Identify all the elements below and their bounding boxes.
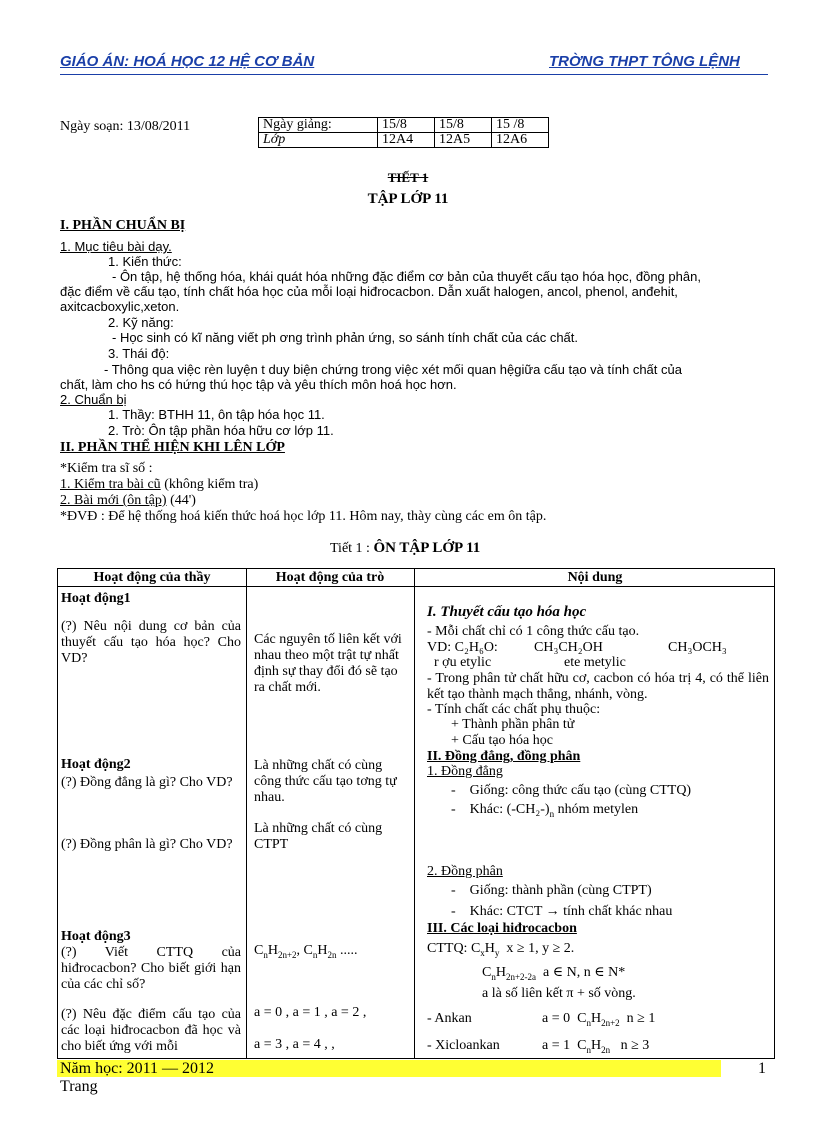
page-number: 1 [758, 1060, 766, 1077]
knowledge-label: 1. Kiến thức: [108, 254, 182, 269]
content-text: n ≥ 3 [620, 1038, 650, 1053]
content-bullet: - Giống: thành phần (cùng CTPT) [451, 883, 652, 898]
student-answer: a = 0 , a = 1 , a = 2 , [254, 1005, 367, 1020]
column-divider [414, 569, 415, 1058]
content-section-title: I. Thuyết cấu tạo hóa học [427, 604, 587, 620]
student-prep: 2. Trò: Ôn tập phần hóa hữu cơ lớp 11. [108, 423, 334, 438]
table-row [259, 133, 549, 148]
column-header: Hoạt động của trò [275, 570, 385, 585]
student-answer: Là những chất có cùng công thức cấu tạo tơng tự nhau. [254, 758, 397, 805]
table-row [259, 118, 549, 133]
lesson-table [57, 568, 775, 1059]
table-title-text: ÔN TẬP LỚP 11 [373, 540, 481, 556]
content-text: x ≥ 1, y ≥ 2. [506, 941, 575, 956]
header-rule [60, 74, 768, 75]
content-text: a là số liên kết [482, 986, 567, 1001]
lesson-number: TIẾT 1 [387, 170, 429, 185]
content-formula: CH₃CH₂OH [534, 640, 603, 655]
content-bullet: - Khác: CTCT → tính chất khác nhau [451, 904, 673, 919]
teacher-question: (?) Viết CTTQ của hiđrocacbon? Cho biết giới hạn của các chỉ số? [61, 945, 241, 992]
section-heading: II. PHẦN THỂ HIỆN KHI LÊN LỚP [60, 440, 285, 455]
student-answer: a = 3 , a = 4 , , [254, 1037, 335, 1052]
table-cell: 15 /8 [492, 118, 549, 133]
content-text: a ∈ N, n ∈ N* [543, 965, 626, 980]
activity-heading: Hoạt động3 [61, 929, 131, 944]
activity-heading: Hoạt động2 [61, 757, 131, 772]
column-divider [246, 569, 247, 1058]
content-subtitle: 2. Đồng phân [427, 864, 503, 879]
content-text: a = 1 [542, 1038, 571, 1053]
teaching-schedule-table [258, 117, 549, 148]
teacher-question: (?) Đồng đẳng là gì? Cho VD? [61, 775, 233, 790]
teacher-question: (?) Nêu đặc điểm cấu tạo của các loại hiđrocacbon đã học và cho biết ứng với mỗi [61, 1007, 241, 1054]
content-line: + Thành phần phân tử [451, 717, 575, 732]
column-header: Nội dung [567, 570, 623, 585]
header-left: GIÁO ÁN: HOÁ HỌC 12 HỆ CƠ BẢN [60, 53, 315, 70]
attitude-label: 3. Thái độ: [108, 346, 170, 361]
content-line: ete metylic [564, 655, 626, 670]
content-line: - Ankan [427, 1011, 472, 1026]
content-bullet-text: tính chất khác nhau [559, 904, 673, 919]
prep-label: 2. Chuẩn bị [60, 392, 127, 407]
content-subtitle: 1. Đồng đẳng [427, 764, 503, 779]
skill-label: 2. Kỹ năng: [108, 315, 174, 330]
content-bullet: - Giống: công thức cấu tạo (cùng CTTQ) [451, 783, 692, 798]
table-cell: Ngày giảng: [259, 118, 378, 133]
student-answer: Các nguyên tố liên kết với nhau theo một trật tự nhất định sự thay đổi đó sẽ tạo ra chất mới. [254, 632, 402, 695]
section-heading: I. PHẦN CHUẨN BỊ [60, 218, 186, 233]
content-line: r ợu etylic [434, 655, 492, 670]
student-answer-suffix: ..... [336, 943, 358, 958]
content-formula: CH₃OCH₃ [668, 640, 727, 655]
table-cell: Lớp [259, 133, 378, 148]
skill-text: - Học sinh có kĩ năng viết ph ơng trình phản ứng, so sánh tính chất của các chất. [112, 330, 579, 345]
lesson-title: TẬP LỚP 11 [367, 191, 449, 207]
student-answer: $C_nH_{2n+2}$, $C_nH_{2n}$ ..... [254, 943, 358, 960]
prep-date: Ngày soạn: 13/08/2011 [60, 119, 191, 134]
content-bullet-text: Giống: thành phần (cùng CTPT) [469, 883, 652, 898]
content-line: + Cấu tạo hóa học [451, 733, 553, 748]
old-lesson-note: (không kiểm tra) [160, 477, 259, 492]
content-text: n ≥ 1 [626, 1011, 656, 1026]
table-cell: 12A4 [378, 133, 435, 148]
content-line: - Xicloankan [427, 1038, 500, 1053]
knowledge-text: - Ôn tập, hệ thống hóa, khái quát hóa những đặc điểm cơ bản của thuyết cấu tạo hóa học, đồng phân, [112, 269, 701, 284]
content-line: a = 1 $C_nH_{2n}$ n ≥ 3 [542, 1038, 650, 1055]
table-cell: 15/8 [435, 118, 492, 133]
footer-year: Năm học: 2011 — 2012 [60, 1060, 215, 1077]
teacher-question: (?) Đồng phân là gì? Cho VD? [61, 837, 233, 852]
content-text: CTTQ: C [427, 941, 481, 956]
new-lesson-time: (44') [166, 493, 196, 508]
header-divider [58, 586, 774, 587]
attendance-check: *Kiểm tra sĩ số : [60, 461, 153, 476]
old-lesson-line [60, 477, 258, 493]
content-text: a = 0 [542, 1011, 571, 1026]
content-text: + số vòng. [573, 986, 636, 1001]
content-bullet-text: Khác: (-CH₂-) [469, 802, 550, 817]
content-bullet: - Khác: $(-CH_2-)_n$ nhóm metylen [451, 802, 639, 819]
new-lesson-line [60, 493, 196, 509]
content-line [482, 986, 636, 1002]
attitude-text: chất, làm cho hs có hứng thú học tập và yêu thích môn hoá học hơn. [60, 377, 457, 392]
content-bullet-text: Giống: công thức cấu tạo (cùng CTTQ) [469, 783, 692, 798]
knowledge-text: đặc điểm về cấu tạo, tính chất hóa học của mỗi loại hiđrocacbon. Dẫn xuất halogen, ancol, phenol, anđehit, [60, 284, 678, 299]
content-line: - Mỗi chất chỉ có 1 công thức cấu tạo. [427, 624, 640, 639]
content-subscript: n [549, 808, 555, 819]
content-line: VD: C₂H₆O: [427, 640, 498, 655]
teacher-question: (?) Nêu nội dung cơ bản của thuyết cấu tạo hóa học? Cho VD? [61, 619, 241, 666]
old-lesson-label: 1. Kiểm tra bài cũ [60, 477, 161, 492]
column-header: Hoạt động của thầy [93, 570, 211, 585]
footer-page-word: Trang [60, 1078, 98, 1095]
teacher-prep: 1. Thầy: BTHH 11, ôn tập hóa học 11. [108, 407, 325, 422]
header-right: TRỜNG THPT TÔNG LỆNH [549, 53, 740, 70]
goals-label: 1. Mục tiêu bài dạy. [60, 239, 172, 254]
table-cell: 12A5 [435, 133, 492, 148]
table-title-prefix: Tiết 1 : [330, 541, 374, 556]
content-section-title: III. Các loại hiđrocacbon [427, 921, 577, 936]
content-line: CTTQ: $C_xH_y$ x ≥ 1, y ≥ 2. [427, 941, 575, 958]
content-section-title: II. Đồng đẳng, đồng phân [427, 749, 581, 764]
content-line: $C_nH_{2n+2-2a}$ a ∈ N, n ∈ N* [482, 965, 626, 982]
student-answer: Là những chất có cùng CTPT [254, 821, 383, 852]
content-line: - Tính chất các chất phụ thuộc: [427, 702, 601, 717]
table-title [330, 540, 480, 557]
knowledge-text: axitcacboxylic,xeton. [60, 299, 180, 314]
attitude-text: - Thông qua việc rèn luyện t duy biện chứng trong việc xét mối quan hệgiữa cấu tạo và tính chất của [104, 362, 682, 377]
content-line: a = 0 $C_nH_{2n+2}$ n ≥ 1 [542, 1011, 656, 1028]
content-text: π [566, 986, 574, 1001]
content-bullet-text: Khác: CTCT [469, 904, 543, 919]
right-arrow-icon: → [545, 904, 560, 919]
table-cell: 15/8 [378, 118, 435, 133]
lesson-intro: *ĐVĐ : Để hệ thống hoá kiến thức hoá học lớp 11. Hôm nay, thày cùng các em ôn tập. [60, 509, 547, 524]
content-line: - Trong phân tử chất hữu cơ, cacbon có hóa trị 4, có thể liên kết tạo thành mạch thẳng, nhánh, vòng. [427, 671, 769, 702]
table-cell: 12A6 [492, 133, 549, 148]
activity-heading: Hoạt động1 [61, 591, 131, 606]
new-lesson-label: 2. Bài mới (ôn tập) [60, 493, 167, 508]
content-bullet-text: nhóm metylen [554, 802, 639, 817]
